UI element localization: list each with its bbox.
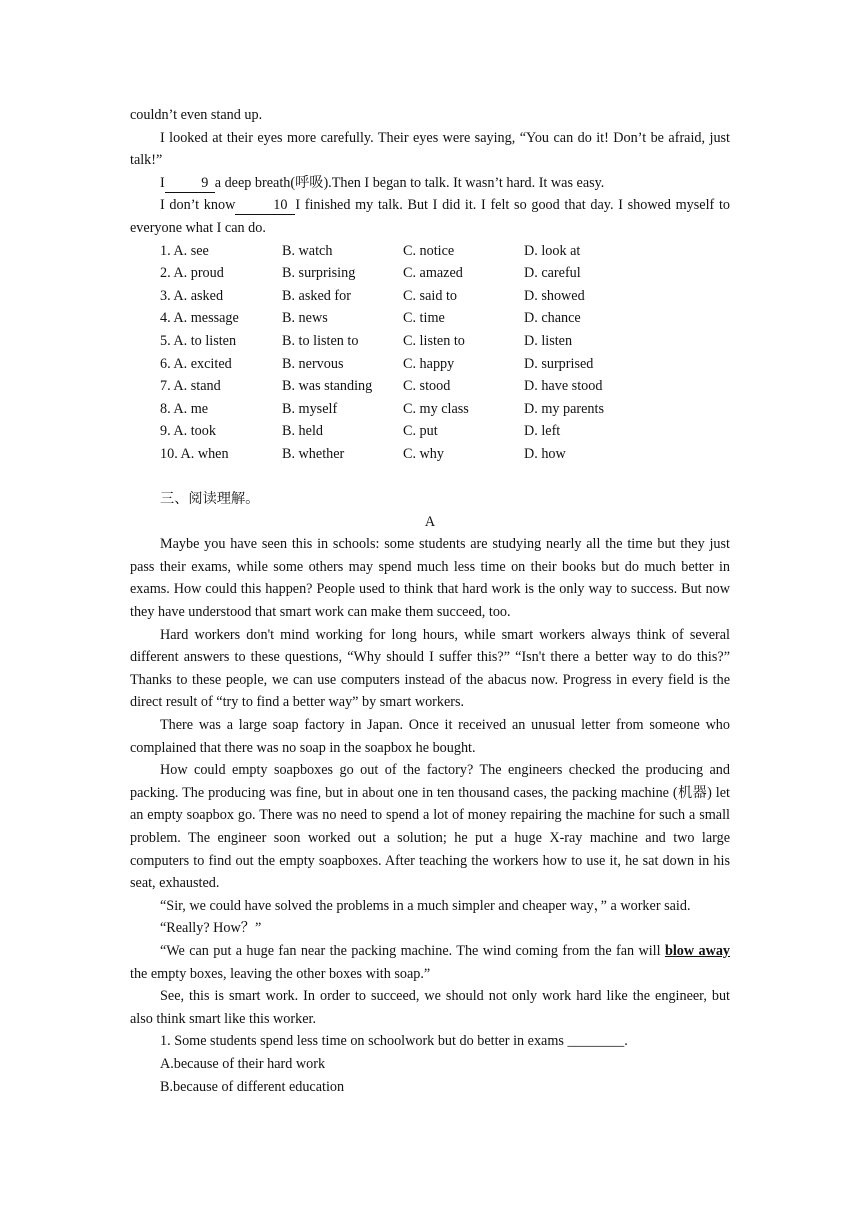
option-cell: 6. A. excited bbox=[160, 355, 232, 372]
option-cell: 4. A. message bbox=[160, 310, 239, 327]
cloze-paragraph-2 bbox=[130, 172, 730, 195]
option-cell: 1. A. see bbox=[160, 242, 209, 259]
option-cell: 5. A. to listen bbox=[160, 332, 237, 349]
option-cell: C. said to bbox=[403, 287, 457, 304]
option-row bbox=[160, 240, 730, 263]
cloze-paragraph-1: I looked at their eyes more carefully. Their eyes were saying, “You can do it! Don’t be afraid, just talk!” bbox=[130, 129, 730, 169]
blank-9: 9 bbox=[165, 174, 215, 193]
option-cell: B. held bbox=[282, 423, 323, 440]
option-cell: C. stood bbox=[403, 378, 451, 395]
question-1-option-b: B.because of different education bbox=[160, 1078, 345, 1095]
option-row bbox=[160, 353, 730, 376]
option-row bbox=[160, 307, 730, 330]
blank-10: 10 bbox=[235, 196, 295, 215]
reading-paragraph-8: See, this is smart work. In order to succeed, we should not only work hard like the engineer, but also think smart like this worker. bbox=[130, 988, 730, 1027]
cloze-p3-pre: I don’t know bbox=[160, 197, 236, 214]
section-title: 三、阅读理解。 bbox=[160, 491, 260, 508]
option-cell: C. listen to bbox=[403, 332, 465, 349]
option-cell: D. have stood bbox=[524, 378, 603, 395]
option-row bbox=[160, 375, 730, 398]
option-row bbox=[160, 420, 730, 443]
option-cell: 7. A. stand bbox=[160, 378, 221, 395]
passage-label: A bbox=[424, 513, 436, 530]
option-row bbox=[160, 262, 730, 285]
option-cell: C. notice bbox=[403, 242, 455, 259]
cloze-p2-pre: I bbox=[160, 174, 165, 191]
option-cell: 8. A. me bbox=[160, 400, 209, 417]
option-cell: D. my parents bbox=[524, 400, 604, 417]
cloze-p3-post: I finished my talk. But I did it. I felt so good that day. I showed myself to everyone what I can do. bbox=[130, 197, 730, 236]
option-cell: C. happy bbox=[403, 355, 455, 372]
option-cell: D. how bbox=[524, 445, 566, 462]
option-cell: B. surprising bbox=[282, 265, 356, 282]
option-cell: C. amazed bbox=[403, 265, 463, 282]
option-cell: 2. A. proud bbox=[160, 265, 224, 282]
option-cell: B. to listen to bbox=[282, 332, 359, 349]
option-cell: D. look at bbox=[524, 242, 581, 259]
question-1-option-a: A.because of their hard work bbox=[160, 1055, 326, 1072]
option-row bbox=[160, 443, 730, 466]
question-1: 1. Some students spend less time on schoolwork but do better in exams ________. bbox=[160, 1033, 628, 1050]
option-cell: 10. A. when bbox=[160, 445, 229, 462]
reading-paragraph-4: How could empty soapboxes go out of the factory? The engineers checked the producing and packing. The producing was fine, but in about one in ten thousand cases, the packing machine (机器) let an empty soapbox go. There was no need to spend a lot of money repairing the machine for such a small problem. The engineer soon worked out a solution; he put a huge X-ray machine and two large computers to find out the empty soapboxes. After teaching the workers how to use it, he sat down in his seat, exhausted. bbox=[130, 762, 730, 892]
cloze-options bbox=[160, 240, 730, 466]
option-cell: D. left bbox=[524, 423, 561, 440]
option-cell: B. whether bbox=[282, 445, 345, 462]
r7-post: the empty boxes, leaving the other boxes with soap.” bbox=[130, 965, 431, 982]
reading-paragraph-6: “Really? How？” bbox=[160, 920, 262, 937]
option-cell: B. watch bbox=[282, 242, 333, 259]
document-page bbox=[130, 104, 730, 1098]
option-cell: D. surprised bbox=[524, 355, 594, 372]
option-cell: C. put bbox=[403, 423, 438, 440]
option-row bbox=[160, 285, 730, 308]
reading-paragraph-7 bbox=[130, 940, 730, 985]
option-cell: B. asked for bbox=[282, 287, 351, 304]
option-cell: D. listen bbox=[524, 332, 573, 349]
cloze-paragraph-3 bbox=[130, 194, 730, 239]
reading-paragraph-2: Hard workers don't mind working for long hours, while smart workers always think of several different answers to these questions, “Why should I suffer this?” “Isn't there a better way to do this?” Thanks to these people, we can use computers instead of the abacus now. Progress in every field is the direct result of “try to find a better way” by smart workers. bbox=[130, 626, 730, 711]
option-cell: C. why bbox=[403, 445, 444, 462]
option-cell: C. my class bbox=[403, 400, 469, 417]
option-cell: 3. A. asked bbox=[160, 287, 224, 304]
reading-paragraph-1: Maybe you have seen this in schools: some students are studying nearly all the time but they just pass their exams, while some others may spend much less time on their books but do much better in exams. How could this happen? People used to think that hard work is the only way to success. But now they have understood that smart work can make them succeed, too. bbox=[130, 536, 730, 621]
option-cell: C. time bbox=[403, 310, 445, 327]
option-cell: B. was standing bbox=[282, 378, 373, 395]
option-cell: B. myself bbox=[282, 400, 338, 417]
option-cell: D. chance bbox=[524, 310, 581, 327]
option-cell: B. nervous bbox=[282, 355, 344, 372]
cloze-p2-post: a deep breath(呼吸).Then I began to talk. It wasn’t hard. It was easy. bbox=[214, 174, 605, 191]
option-cell: D. showed bbox=[524, 287, 585, 304]
reading-paragraph-5: “Sir, we could have solved the problems in a much simpler and cheaper way，” a worker said. bbox=[160, 897, 691, 914]
option-cell: B. news bbox=[282, 310, 328, 327]
option-cell: D. careful bbox=[524, 265, 581, 282]
option-row bbox=[160, 330, 730, 353]
r7-bold-phrase: blow away bbox=[664, 942, 730, 959]
r7-pre: “We can put a huge fan near the packing machine. The wind coming from the fan will bbox=[160, 942, 665, 959]
cloze-top-line: couldn’t even stand up. bbox=[130, 107, 263, 123]
reading-paragraph-3: There was a large soap factory in Japan. Once it received an unusual letter from someone who complained that there was no soap in the soapbox he bought. bbox=[130, 717, 730, 756]
option-row bbox=[160, 398, 730, 421]
option-cell: 9. A. took bbox=[160, 423, 216, 440]
